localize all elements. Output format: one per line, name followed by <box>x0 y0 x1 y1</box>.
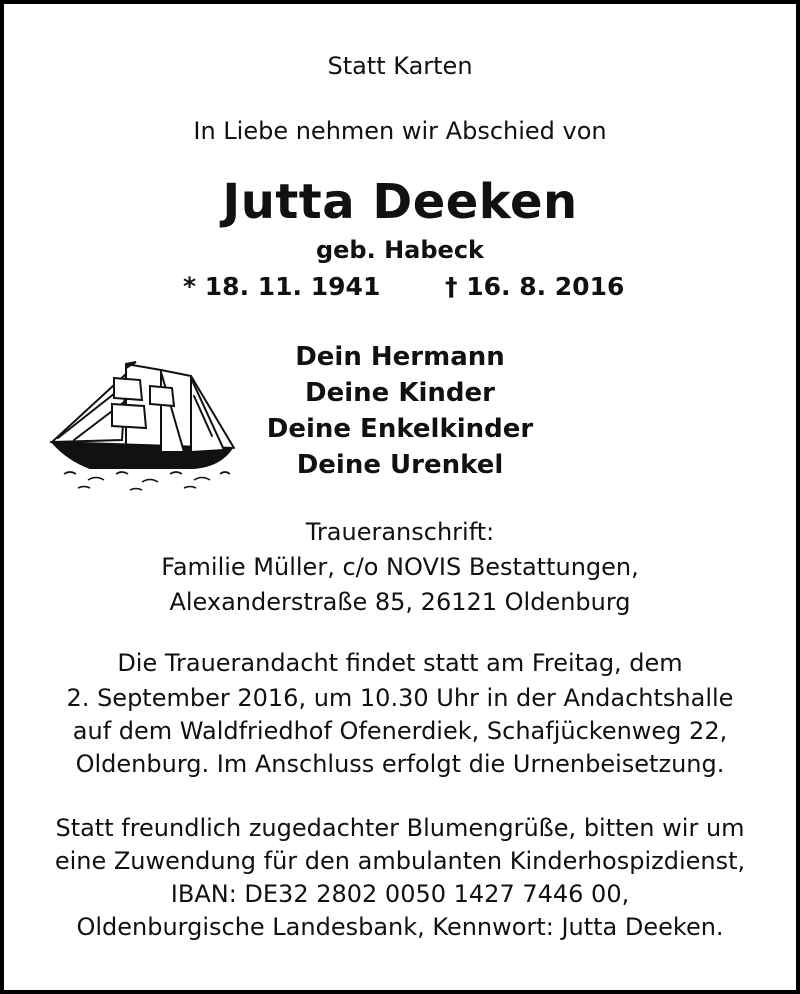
address-line: Alexanderstraße 85, 26121 Oldenburg <box>169 588 631 616</box>
death-date: † 16. 8. 2016 <box>445 272 625 301</box>
service-line: Die Trauerandacht findet statt am Freitag, dem <box>117 649 683 677</box>
service-line: auf dem Waldfriedhof Ofenerdiek, Schafjückenweg 22, <box>72 717 728 745</box>
donation-line: eine Zuwendung für den ambulanten Kinderhospizdienst, <box>54 847 746 875</box>
donation-line: Statt freundlich zugedachter Blumengrüße, bitten wir um <box>55 814 745 842</box>
service-line: 2. September 2016, um 10.30 Uhr in der Andachtshalle <box>66 684 734 712</box>
header-text: Statt Karten <box>327 52 473 80</box>
address-line: Familie Müller, c/o NOVIS Bestattungen, <box>161 553 639 581</box>
address-line: Traueranschrift: <box>305 518 495 546</box>
donation-line: Oldenburgische Landesbank, Kennwort: Jutta Deeken. <box>76 913 724 941</box>
mourner-line: Deine Urenkel <box>296 450 504 480</box>
donation-line: IBAN: DE32 2802 0050 1427 7446 00, <box>170 880 630 908</box>
birth-date: * 18. 11. 1941 <box>183 272 381 301</box>
service-line: Oldenburg. Im Anschluss erfolgt die Urnenbeisetzung. <box>75 750 725 778</box>
mourner-line: Dein Hermann <box>295 342 505 372</box>
mourner-line: Deine Kinder <box>305 378 495 408</box>
deceased-name: Jutta Deeken <box>222 174 578 230</box>
mourner-line: Deine Enkelkinder <box>266 414 534 444</box>
maiden-name: geb. Habeck <box>315 236 485 264</box>
intro-text: In Liebe nehmen wir Abschied von <box>193 117 607 145</box>
life-dates <box>4 272 796 306</box>
